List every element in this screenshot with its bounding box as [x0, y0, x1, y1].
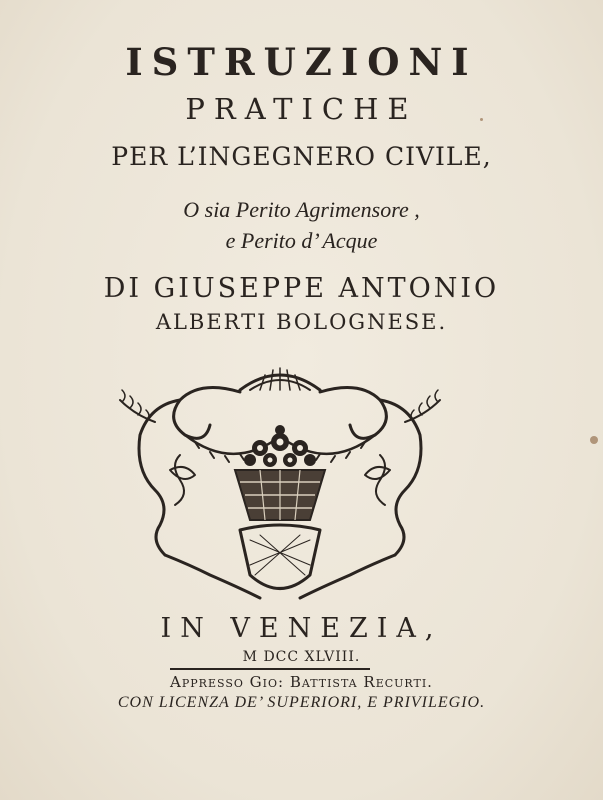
subtitle-line-1: O sia Perito Agrimensore , — [183, 197, 420, 222]
paper-stain — [480, 118, 483, 121]
title-line-1: ISTRUZIONI — [125, 40, 478, 84]
divider-rule — [170, 668, 370, 670]
author-line-1: DI GIUSEPPE ANTONIO — [103, 273, 500, 304]
imprint-year: M DCC XLVIII. — [242, 649, 361, 665]
title-line-2: PRATICHE — [185, 92, 418, 126]
basket-of-flowers-rococo-cartouche-icon — [110, 360, 450, 605]
paper-stain — [590, 436, 598, 444]
title-line-3: PER L’INGEGNERO CIVILE, — [111, 142, 492, 171]
author-line-2: ALBERTI BOLOGNESE. — [155, 310, 448, 334]
license-line: CON LICENZA DE’ SUPERIORI, E PRIVILEGIO. — [117, 694, 486, 711]
subtitle-line-2: e Perito d’ Acque — [225, 228, 378, 253]
publisher-line: Appresso Gio: Battista Recurti. — [170, 673, 433, 691]
imprint-place: IN VENEZIA, — [160, 613, 443, 644]
